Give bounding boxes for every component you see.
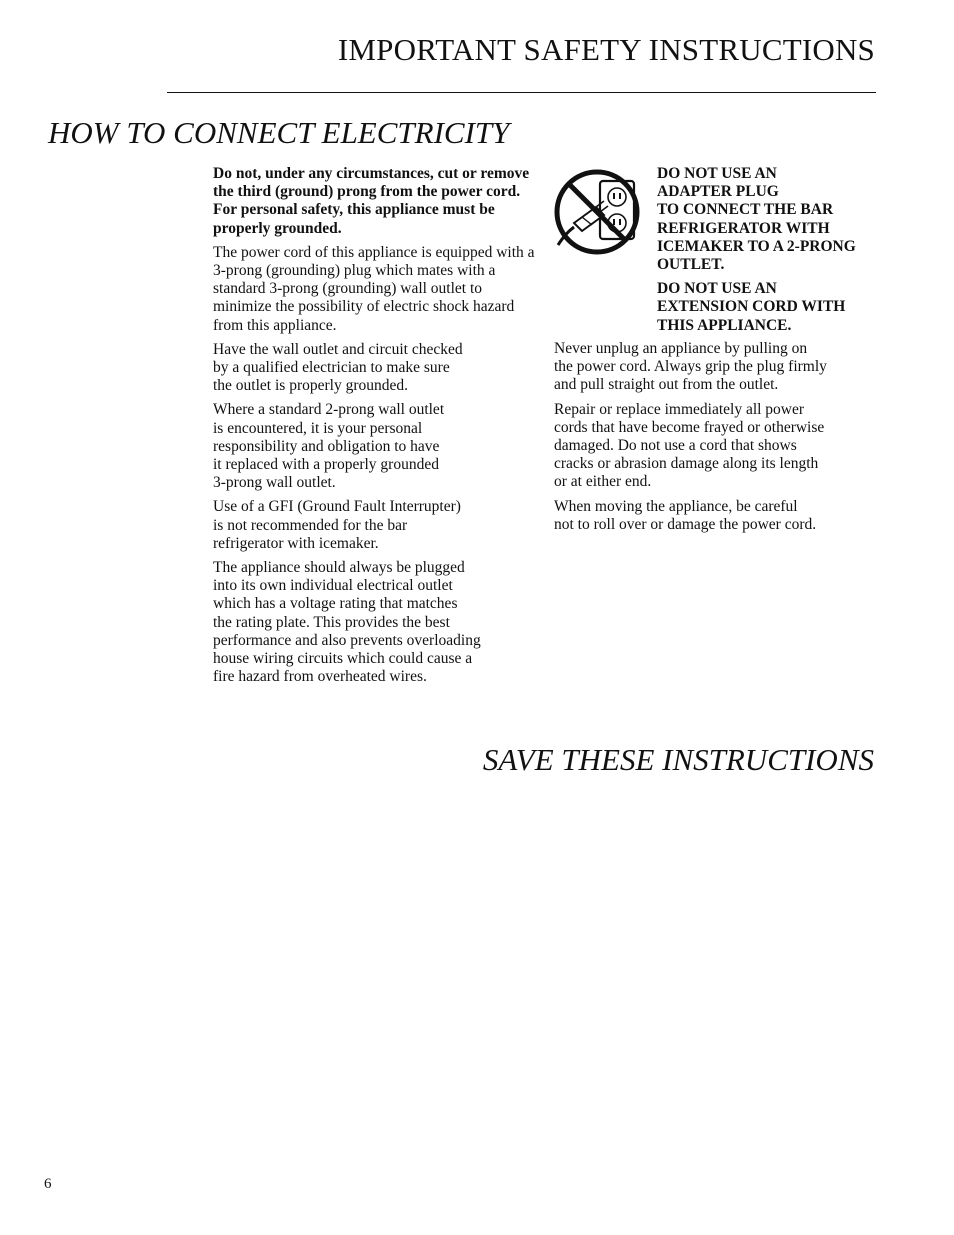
adapter-plug-warning: DO NOT USE AN ADAPTER PLUG TO CONNECT THE BAR REFRIGERATOR WITH ICEMAKER TO A 2-PRONG OUTLET. <box>657 165 856 274</box>
save-instructions-title: SAVE THESE INSTRUCTIONS <box>482 742 874 777</box>
paragraph-outlet-check: Have the wall outlet and circuit checked by a qualified electrician to make sure the outlet is properly grounded. <box>213 340 463 395</box>
header-divider <box>167 92 876 93</box>
adapter-warnings <box>657 165 882 341</box>
paragraph-gfi: Use of a GFI (Ground Fault Interrupter) is not recommended for the bar refrigerator with icemaker. <box>213 498 461 552</box>
right-column <box>554 340 879 540</box>
paragraph-power-cord: The power cord of this appliance is equipped with a 3-prong (grounding) plug which mates with a standard 3-prong (grounding) wall outlet to minimize the possibility of electric shock hazard from this appliance. <box>213 243 535 334</box>
ground-prong-warning: Do not, under any circumstances, cut or remove the third (ground) prong from the power cord. For personal safety, this appliance must be properly grounded. <box>213 165 530 237</box>
page-header-title: IMPORTANT SAFETY INSTRUCTIONS <box>337 32 875 67</box>
paragraph-unplug: Never unplug an appliance by pulling on the power cord. Always grip the plug firmly and pull straight out from the outlet. <box>554 340 827 394</box>
left-column <box>213 165 538 692</box>
section-title: HOW TO CONNECT ELECTRICITY <box>48 115 510 150</box>
paragraph-repair-cords: Repair or replace immediately all power cords that have become frayed or otherwise damaged. Do not use a cord that shows cracks or abrasion damage along its length or at either end. <box>554 400 825 491</box>
extension-cord-warning: DO NOT USE AN EXTENSION CORD WITH THIS APPLIANCE. <box>657 280 846 334</box>
no-adapter-plug-icon <box>552 167 642 257</box>
paragraph-moving: When moving the appliance, be careful not to roll over or damage the power cord. <box>554 497 817 533</box>
paragraph-two-prong: Where a standard 2-prong wall outlet is encountered, it is your personal responsibility and obligation to have it replaced with a properly grounded 3-prong wall outlet. <box>213 401 445 492</box>
paragraph-individual-outlet: The appliance should always be plugged into its own individual electrical outlet which has a voltage rating that matches the rating plate. This provides the best performance and also prevents overloading house wiring circuits which could cause a fire hazard from overheated wires. <box>213 559 481 686</box>
page-number: 6 <box>44 1176 52 1192</box>
